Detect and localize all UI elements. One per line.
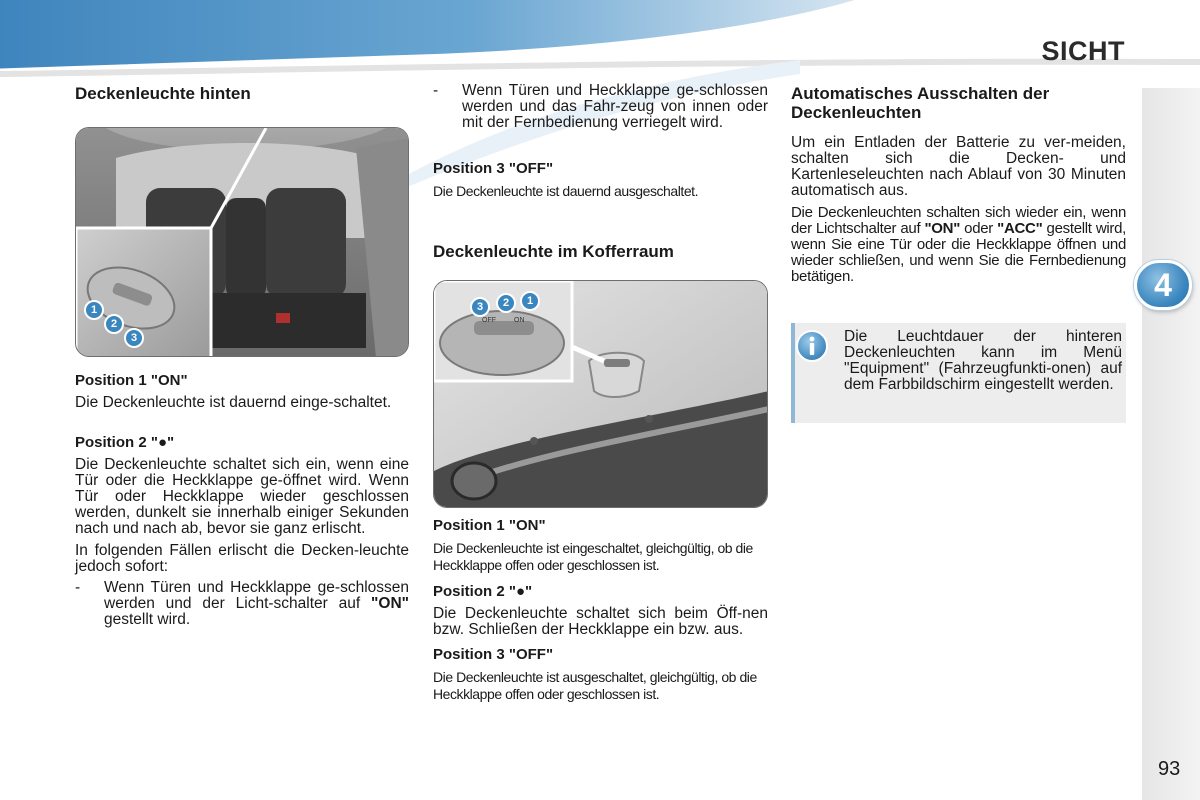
- para2-text-2: oder: [960, 220, 998, 237]
- dash: -: [433, 82, 439, 99]
- middle-column: [433, 82, 768, 703]
- pos3-text: Die Deckenleuchte ist dauernd ausgeschaltet.: [433, 183, 699, 199]
- callout-3: 3: [124, 328, 144, 348]
- trunk-pos1-title: Position 1 "ON": [433, 517, 546, 534]
- page-number: 93: [1158, 758, 1181, 780]
- trunk-pos2-title: Position 2 "●": [433, 583, 533, 600]
- pos2-text: Die Deckenleuchte schaltet sich ein, wenn eine Tür oder die Heckklappe ge-öffnet wird. Wenn Tür oder Heckklappe wieder geschlossen werden, dunkelt sie innerhalb einiger Sekunden nach und nach ab, bevor sie ganz erlischt.: [75, 456, 409, 537]
- trunk-callout-3: 3: [470, 297, 490, 317]
- info-box: [791, 323, 1126, 423]
- trunk-pos2-text: Die Deckenleuchte schaltet sich beim Öff-nen bzw. Schließen der Heckklappe ein bzw. aus.: [433, 605, 768, 638]
- trunk-light-heading: Deckenleuchte im Kofferraum: [433, 242, 674, 261]
- callout-1: 1: [84, 300, 104, 320]
- off-case-2-text: Wenn Türen und Heckklappe ge-schlossen werden und das Fahr-zeug von innen oder mit der Fernbedienung verriegelt wird.: [462, 82, 768, 131]
- off-case-1: [75, 580, 409, 628]
- switch-label-on: ON: [514, 317, 525, 324]
- callout-2: 2: [104, 314, 124, 334]
- side-strip: [1142, 88, 1200, 800]
- dash: -: [75, 579, 81, 596]
- auto-off-heading: Automatisches Ausschalten der Deckenleuchten: [791, 84, 1050, 122]
- info-text: Die Leuchtdauer der hinteren Deckenleuchten kann im Menü "Equipment" (Fahrzeugfunkti-onen) auf dem Farbbildschirm eingestellt werden.: [844, 328, 1122, 393]
- rear-cabin-drawing: [76, 128, 409, 357]
- chapter-tab[interactable]: 4: [1134, 260, 1192, 310]
- off-case-1-text: Wenn Türen und Heckklappe ge-schlossen werden und der Licht-schalter auf: [104, 579, 409, 612]
- chapter-title: SICHT: [1041, 36, 1125, 66]
- trunk-pos1-text: Die Deckenleuchte ist eingeschaltet, gleichgültig, ob die Heckklappe offen oder geschlossen ist.: [433, 540, 753, 573]
- off-intro: In folgenden Fällen erlischt die Decken-leuchte jedoch sofort:: [75, 542, 409, 575]
- trunk-pos3-text: Die Deckenleuchte ist ausgeschaltet, gleichgültig, ob die Heckklappe offen oder geschlossen ist.: [433, 669, 757, 702]
- trunk-callout-2: 2: [496, 293, 516, 313]
- left-column: [75, 82, 409, 628]
- para2-bold-acc: "ACC": [997, 220, 1043, 237]
- rear-light-illustration: [75, 127, 409, 357]
- trunk-callout-1: 1: [520, 291, 540, 311]
- auto-off-para2: [791, 205, 1126, 285]
- pos3-title: Position 3 "OFF": [433, 160, 554, 177]
- off-case-1-bold: "ON": [371, 595, 409, 612]
- info-icon: [795, 329, 829, 363]
- para2-text-3: gestellt wird, wenn Sie eine Tür oder die Heckklappe öffnen und wieder schließen, und wenn Sie die Fernbedienung betätigen.: [791, 220, 1126, 285]
- rear-light-heading: Deckenleuchte hinten: [75, 84, 251, 103]
- trunk-pos3-title: Position 3 "OFF": [433, 646, 554, 663]
- pos2-title: Position 2 "●": [75, 434, 175, 451]
- para2-text-1: Die Deckenleuchten schalten sich wieder ein, wenn der Lichtschalter auf: [791, 204, 1126, 237]
- off-case-2: [433, 83, 768, 131]
- switch-label-off: OFF: [482, 317, 496, 324]
- off-case-1-text-end: gestellt wird.: [104, 611, 191, 628]
- auto-off-para1: Um ein Entladen der Batterie zu ver-meiden, schalten sich die Decken- und Kartenleseleuchten nach Ablauf von 30 Minuten automatisch aus.: [791, 134, 1126, 199]
- para2-bold-on: "ON": [924, 220, 961, 237]
- trunk-light-illustration: [433, 280, 768, 508]
- pos1-text: Die Deckenleuchte ist dauernd einge-schaltet.: [75, 394, 392, 411]
- pos1-title: Position 1 "ON": [75, 372, 188, 389]
- right-column: [791, 82, 1126, 285]
